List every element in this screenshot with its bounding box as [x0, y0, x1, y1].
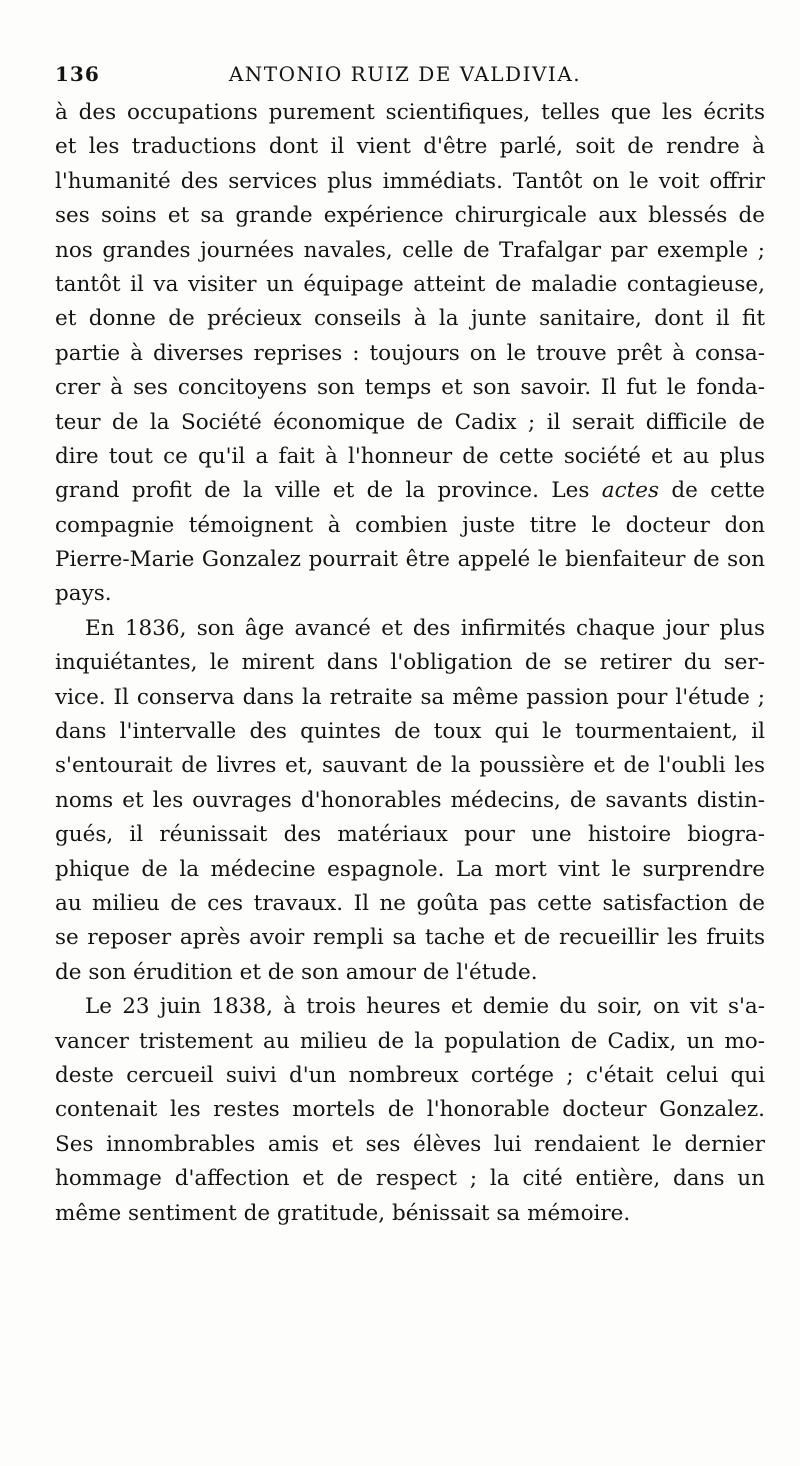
text-line: se reposer après avoir rempli sa tache et de recueillir les fruits	[55, 925, 765, 951]
text-line: pays.	[55, 581, 112, 607]
text-line: Le 23 juin 1838, à trois heures et demie du soir, on vit s'a-	[85, 994, 765, 1020]
text-line: deste cercueil suivi d'un nombreux cortége ; c'était celui qui	[55, 1062, 765, 1088]
text-line: Ses innombrables amis et ses élèves lui rendaient le dernier	[55, 1131, 765, 1157]
text-line: et les traductions dont il vient d'être parlé, soit de rendre à	[55, 134, 765, 160]
running-head	[55, 62, 755, 92]
text-line: crer à ses concitoyens son temps et son savoir. Il fut le fonda-	[55, 375, 765, 401]
text-line: dire tout ce qu'il a fait à l'honneur de cette société et au plus	[55, 443, 765, 469]
text-line: phique de la médecine espagnole. La mort vint le surprendre	[55, 856, 765, 882]
text-line: vice. Il conserva dans la retraite sa même passion pour l'étude ;	[55, 684, 765, 710]
text-line: l'humanité des services plus immédiats. Tantôt on le voit offrir	[55, 168, 765, 194]
text-segment: grand profit de la ville et de la province. Les	[55, 478, 590, 504]
text-line: tantôt il va visiter un équipage atteint de maladie contagieuse,	[55, 271, 765, 297]
text-line	[55, 474, 765, 508]
text-line: vancer tristement au milieu de la population de Cadix, un mo-	[55, 1028, 765, 1054]
text-line: gués, il réunissait des matériaux pour une histoire biogra-	[55, 822, 765, 848]
text-line: partie à diverses reprises : toujours on le trouve prêt à consa-	[55, 340, 765, 366]
text-line: s'entourait de livres et, sauvant de la poussière et de l'oubli les	[55, 753, 765, 779]
text-line: même sentiment de gratitude, bénissait sa mémoire.	[55, 1200, 631, 1226]
text-line: noms et les ouvrages d'honorables médecins, de savants distin-	[55, 787, 765, 813]
text-line: teur de la Société économique de Cadix ; il serait difficile de	[55, 409, 765, 435]
text-line: En 1836, son âge avancé et des infirmités chaque jour plus	[85, 615, 765, 641]
text-line: Pierre-Marie Gonzalez pourrait être appelé le bienfaiteur de son	[55, 547, 765, 573]
text-line: à des occupations purement scientifiques, telles que les écrits	[55, 100, 765, 125]
italic-term: actes	[601, 478, 660, 504]
text-line: compagnie témoignent à combien juste titre le docteur don	[55, 512, 765, 538]
body-text	[55, 96, 765, 1231]
page-number: 136	[55, 62, 100, 86]
text-line: inquiétantes, le mirent dans l'obligation de se retirer du ser-	[55, 650, 765, 676]
text-line: ses soins et sa grande expérience chirurgicale aux blessés de	[55, 203, 765, 229]
text-line: et donne de précieux conseils à la junte sanitaire, dont il fit	[55, 306, 765, 332]
text-line: dans l'intervalle des quintes de toux qui le tourmentaient, il	[55, 719, 765, 745]
running-title: ANTONIO RUIZ DE VALDIVIA.	[228, 62, 582, 86]
text-line: de son érudition et de son amour de l'étude.	[55, 959, 538, 985]
text-line: hommage d'affection et de respect ; la cité entière, dans un	[55, 1166, 765, 1192]
text-line: nos grandes journées navales, celle de Trafalgar par exemple ;	[55, 237, 765, 263]
text-segment: de cette	[671, 478, 765, 504]
text-line: contenait les restes mortels de l'honorable docteur Gonzalez.	[55, 1097, 765, 1123]
text-line: au milieu de ces travaux. Il ne goûta pas cette satisfaction de	[55, 890, 765, 916]
